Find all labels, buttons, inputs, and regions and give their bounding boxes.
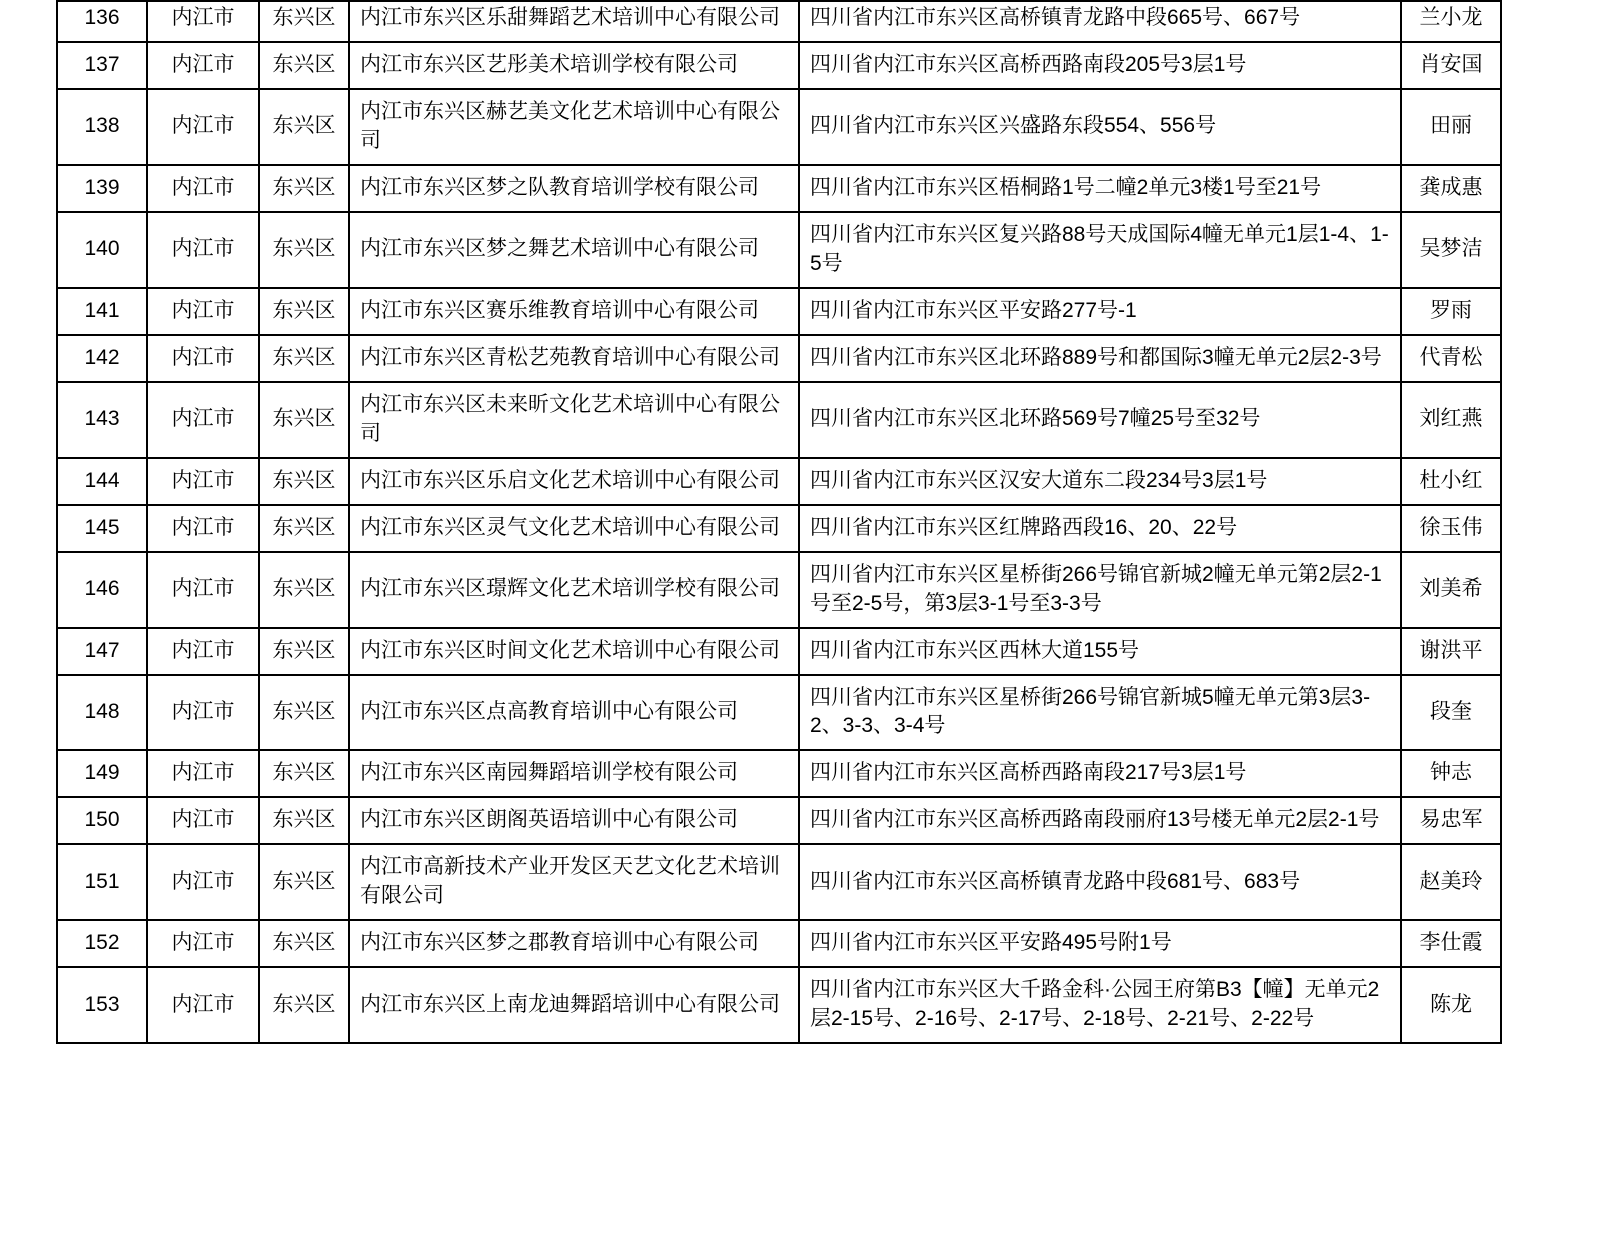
cell-district: 东兴区: [259, 552, 349, 628]
cell-name: 内江市东兴区未来昕文化艺术培训中心有限公司: [349, 382, 799, 458]
cell-index: 153: [57, 967, 147, 1043]
cell-district: 东兴区: [259, 288, 349, 335]
table-row: [57, 505, 1501, 552]
cell-index: 141: [57, 288, 147, 335]
cell-index: 145: [57, 505, 147, 552]
cell-city: 内江市: [147, 967, 259, 1043]
table-row: [57, 335, 1501, 382]
cell-name: 内江市东兴区上南龙迪舞蹈培训中心有限公司: [349, 967, 799, 1043]
table-row: [57, 967, 1501, 1043]
cell-index: 147: [57, 628, 147, 675]
cell-address: 四川省内江市东兴区大千路金科·公园王府第B3【幢】无单元2层2-15号、2-16号、2-17号、2-18号、2-21号、2-22号: [799, 967, 1401, 1043]
table-row: [57, 288, 1501, 335]
cell-index: 149: [57, 750, 147, 797]
table-row: [57, 89, 1501, 165]
cell-name: 内江市东兴区赛乐维教育培训中心有限公司: [349, 288, 799, 335]
cell-name: 内江市东兴区梦之郡教育培训中心有限公司: [349, 920, 799, 967]
cell-name: 内江市东兴区朗阁英语培训中心有限公司: [349, 797, 799, 844]
cell-person: 代青松: [1401, 335, 1501, 382]
cell-name: 内江市东兴区南园舞蹈培训学校有限公司: [349, 750, 799, 797]
cell-person: 段奎: [1401, 675, 1501, 751]
table-row: [57, 920, 1501, 967]
cell-address: 四川省内江市东兴区西林大道155号: [799, 628, 1401, 675]
cell-city: 内江市: [147, 89, 259, 165]
cell-address: 四川省内江市东兴区平安路495号附1号: [799, 920, 1401, 967]
cell-district: 东兴区: [259, 212, 349, 288]
cell-city: 内江市: [147, 628, 259, 675]
training-institutions-table: [56, 0, 1502, 1044]
cell-address: 四川省内江市东兴区复兴路88号天成国际4幢无单元1层1-4、1-5号: [799, 212, 1401, 288]
cell-person: 杜小红: [1401, 458, 1501, 505]
cell-city: 内江市: [147, 797, 259, 844]
table-row: [57, 797, 1501, 844]
cell-person: 李仕霞: [1401, 920, 1501, 967]
cell-index: 136: [57, 1, 147, 42]
cell-person: 肖安国: [1401, 42, 1501, 89]
cell-address: 四川省内江市东兴区汉安大道东二段234号3层1号: [799, 458, 1401, 505]
cell-district: 东兴区: [259, 505, 349, 552]
table-row: [57, 42, 1501, 89]
cell-address: 四川省内江市东兴区梧桐路1号二幢2单元3楼1号至21号: [799, 165, 1401, 212]
cell-person: 龚成惠: [1401, 165, 1501, 212]
cell-name: 内江市东兴区璟辉文化艺术培训学校有限公司: [349, 552, 799, 628]
cell-index: 144: [57, 458, 147, 505]
cell-name: 内江市东兴区赫艺美文化艺术培训中心有限公司: [349, 89, 799, 165]
cell-index: 138: [57, 89, 147, 165]
cell-index: 139: [57, 165, 147, 212]
cell-district: 东兴区: [259, 675, 349, 751]
cell-city: 内江市: [147, 675, 259, 751]
cell-name: 内江市东兴区灵气文化艺术培训中心有限公司: [349, 505, 799, 552]
table-row: [57, 750, 1501, 797]
cell-address: 四川省内江市东兴区平安路277号-1: [799, 288, 1401, 335]
cell-index: 152: [57, 920, 147, 967]
cell-person: 徐玉伟: [1401, 505, 1501, 552]
cell-person: 易忠军: [1401, 797, 1501, 844]
cell-address: 四川省内江市东兴区高桥西路南段丽府13号楼无单元2层2-1号: [799, 797, 1401, 844]
cell-person: 罗雨: [1401, 288, 1501, 335]
cell-address: 四川省内江市东兴区北环路889号和都国际3幢无单元2层2-3号: [799, 335, 1401, 382]
cell-city: 内江市: [147, 458, 259, 505]
cell-district: 东兴区: [259, 797, 349, 844]
table-row: [57, 675, 1501, 751]
table-row: [57, 382, 1501, 458]
cell-city: 内江市: [147, 382, 259, 458]
cell-name: 内江市东兴区梦之舞艺术培训中心有限公司: [349, 212, 799, 288]
cell-district: 东兴区: [259, 335, 349, 382]
table-row: [57, 458, 1501, 505]
cell-district: 东兴区: [259, 628, 349, 675]
cell-index: 146: [57, 552, 147, 628]
cell-name: 内江市高新技术产业开发区天艺文化艺术培训有限公司: [349, 844, 799, 920]
cell-address: 四川省内江市东兴区星桥街266号锦官新城5幢无单元第3层3-2、3-3、3-4号: [799, 675, 1401, 751]
cell-city: 内江市: [147, 552, 259, 628]
cell-address: 四川省内江市东兴区高桥镇青龙路中段681号、683号: [799, 844, 1401, 920]
cell-address: 四川省内江市东兴区兴盛路东段554、556号: [799, 89, 1401, 165]
cell-name: 内江市东兴区青松艺苑教育培训中心有限公司: [349, 335, 799, 382]
cell-name: 内江市东兴区乐甜舞蹈艺术培训中心有限公司: [349, 1, 799, 42]
cell-city: 内江市: [147, 288, 259, 335]
table-row: [57, 1, 1501, 42]
cell-city: 内江市: [147, 212, 259, 288]
cell-address: 四川省内江市东兴区红牌路西段16、20、22号: [799, 505, 1401, 552]
cell-city: 内江市: [147, 750, 259, 797]
cell-person: 刘红燕: [1401, 382, 1501, 458]
cell-person: 吴梦洁: [1401, 212, 1501, 288]
cell-city: 内江市: [147, 505, 259, 552]
cell-district: 东兴区: [259, 844, 349, 920]
cell-city: 内江市: [147, 920, 259, 967]
cell-address: 四川省内江市东兴区高桥西路南段205号3层1号: [799, 42, 1401, 89]
cell-name: 内江市东兴区梦之队教育培训学校有限公司: [349, 165, 799, 212]
cell-name: 内江市东兴区时间文化艺术培训中心有限公司: [349, 628, 799, 675]
cell-index: 150: [57, 797, 147, 844]
cell-district: 东兴区: [259, 382, 349, 458]
cell-city: 内江市: [147, 42, 259, 89]
cell-district: 东兴区: [259, 89, 349, 165]
cell-index: 143: [57, 382, 147, 458]
cell-index: 137: [57, 42, 147, 89]
cell-index: 151: [57, 844, 147, 920]
cell-person: 刘美希: [1401, 552, 1501, 628]
cell-city: 内江市: [147, 335, 259, 382]
table-row: [57, 628, 1501, 675]
cell-person: 谢洪平: [1401, 628, 1501, 675]
cell-name: 内江市东兴区艺彤美术培训学校有限公司: [349, 42, 799, 89]
cell-name: 内江市东兴区乐启文化艺术培训中心有限公司: [349, 458, 799, 505]
table-row: [57, 552, 1501, 628]
cell-address: 四川省内江市东兴区星桥街266号锦官新城2幢无单元第2层2-1号至2-5号，第3层3-1号至3-3号: [799, 552, 1401, 628]
cell-index: 142: [57, 335, 147, 382]
cell-city: 内江市: [147, 1, 259, 42]
cell-district: 东兴区: [259, 920, 349, 967]
cell-address: 四川省内江市东兴区高桥西路南段217号3层1号: [799, 750, 1401, 797]
table-body: [57, 1, 1501, 1043]
table-row: [57, 844, 1501, 920]
cell-district: 东兴区: [259, 165, 349, 212]
cell-district: 东兴区: [259, 458, 349, 505]
cell-index: 140: [57, 212, 147, 288]
table-row: [57, 212, 1501, 288]
cell-district: 东兴区: [259, 967, 349, 1043]
table-row: [57, 165, 1501, 212]
cell-district: 东兴区: [259, 42, 349, 89]
cell-district: 东兴区: [259, 750, 349, 797]
cell-city: 内江市: [147, 844, 259, 920]
cell-name: 内江市东兴区点高教育培训中心有限公司: [349, 675, 799, 751]
cell-person: 兰小龙: [1401, 1, 1501, 42]
cell-index: 148: [57, 675, 147, 751]
cell-person: 赵美玲: [1401, 844, 1501, 920]
cell-address: 四川省内江市东兴区北环路569号7幢25号至32号: [799, 382, 1401, 458]
cell-district: 东兴区: [259, 1, 349, 42]
cell-person: 田丽: [1401, 89, 1501, 165]
cell-address: 四川省内江市东兴区高桥镇青龙路中段665号、667号: [799, 1, 1401, 42]
cell-person: 陈龙: [1401, 967, 1501, 1043]
cell-person: 钟志: [1401, 750, 1501, 797]
cell-city: 内江市: [147, 165, 259, 212]
